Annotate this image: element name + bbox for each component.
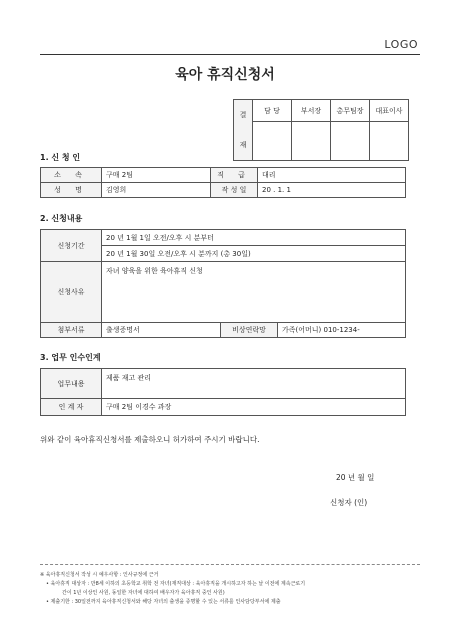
approval-side-label	[234, 100, 253, 161]
period-line-2[interactable]: 20 년 1월 30일 오전/오후 시 분까지 (총 30일)	[102, 246, 406, 262]
approval-col-general: 총무팀장	[331, 100, 370, 122]
handover-label: 인 계 자	[41, 399, 102, 416]
section3-heading: 3. 업무 인수인계	[40, 353, 101, 362]
contact-value[interactable]: 가족(어머니) 010-1234-	[278, 323, 406, 338]
approval-sign-staff[interactable]	[253, 122, 292, 161]
handover-table	[40, 368, 406, 416]
notes-title: ※ 육아휴직신청서 작성 시 예우사항 : 인사규정에 근거	[40, 572, 159, 578]
work-label: 업무내용	[41, 369, 102, 399]
rank-label: 직 급	[211, 168, 258, 183]
reason-label: 신청사유	[41, 262, 102, 323]
dept-label: 소 속	[41, 168, 102, 183]
handover-value[interactable]: 구매 2팀 이경수 과장	[102, 399, 406, 416]
date-label: 작 성 일	[211, 183, 258, 198]
approval-col-ceo: 대표이사	[370, 100, 409, 122]
header-divider	[40, 54, 420, 55]
company-logo: LOGO	[384, 38, 418, 51]
attach-label: 첨부서류	[41, 323, 102, 338]
request-table	[40, 229, 406, 338]
section1-heading: 1. 신 청 인	[40, 153, 81, 162]
approval-table	[233, 99, 409, 161]
work-value[interactable]: 제품 재고 관리	[102, 369, 406, 399]
document-title: 육아 휴직신청서	[175, 67, 275, 83]
note-line-1: • 육아휴직 대상자 : 만8세 이하의 초등학교 취학 전 자녀(재직대상 : 육아휴직을 개시하고자 하는 날 이전에 계속근로기	[46, 581, 306, 587]
attach-value[interactable]: 출생증명서	[102, 323, 221, 338]
notes-divider	[40, 564, 420, 565]
request-statement: 위와 같이 육아휴직신청서를 제출하오니 허가하여 주시기 바랍니다.	[40, 435, 260, 444]
approval-sign-ceo[interactable]	[370, 122, 409, 161]
rank-value[interactable]: 대리	[258, 168, 406, 183]
applicant-table	[40, 167, 406, 198]
applicant-signature[interactable]: 신청자 (인)	[330, 498, 368, 507]
period-line-1[interactable]: 20 년 1월 1일 오전/오후 시 분부터	[102, 230, 406, 246]
approval-col-staff: 담 당	[253, 100, 292, 122]
period-label: 신청기간	[41, 230, 102, 262]
approval-sign-general[interactable]	[331, 122, 370, 161]
approval-sign-manager[interactable]	[292, 122, 331, 161]
contact-label: 비상연락망	[221, 323, 278, 338]
dept-value[interactable]: 구매 2팀	[102, 168, 211, 183]
approval-col-manager: 부서장	[292, 100, 331, 122]
signature-date[interactable]: 20 년 월 일	[336, 473, 375, 482]
note-line-2: 간이 1년 이상인 사원, 동일한 자녀에 대하여 배우자가 육아휴직 중인 사원)	[62, 590, 225, 596]
approval-side-label-bottom: 재	[239, 141, 247, 149]
date-value[interactable]: 20 . 1. 1	[258, 183, 406, 198]
name-value[interactable]: 김영희	[102, 183, 211, 198]
name-label: 성 명	[41, 183, 102, 198]
approval-side-label-top: 결	[239, 111, 247, 119]
section2-heading: 2. 신청내용	[40, 214, 83, 223]
note-line-3: • 제출기한 : 30일전까지 육아휴직신청서와 해당 자녀의 출생을 증명할 수 있는 서류를 인사담당부서에 제출	[46, 599, 281, 605]
reason-value[interactable]: 자녀 양육을 위한 육아휴직 신청	[102, 262, 406, 323]
